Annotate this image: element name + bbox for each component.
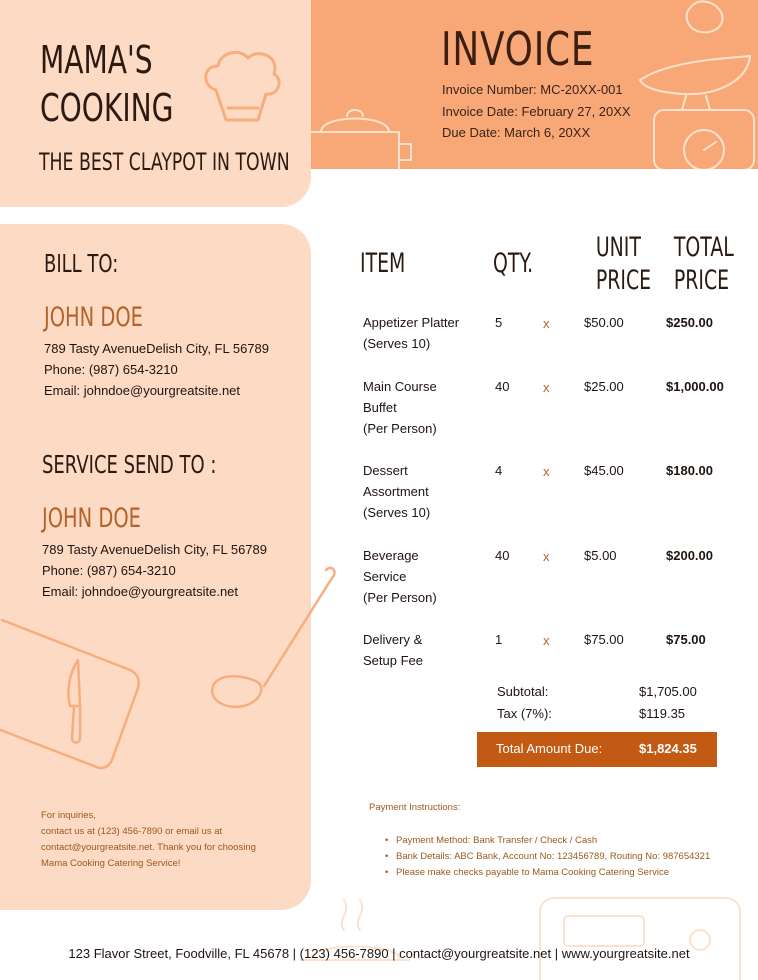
item-line-2: Buffet (363, 400, 397, 415)
item-cell (363, 629, 483, 671)
item-cell (363, 460, 483, 523)
item-line-2: Assortment (363, 484, 429, 499)
header-qty: QTY. (493, 248, 534, 279)
item-line-1: Main Course (363, 379, 437, 394)
cooking-pot-icon (311, 104, 415, 170)
due-date: Due Date: March 6, 20XX (442, 125, 591, 140)
total-price-cell: $250.00 (666, 315, 713, 330)
payable-to: • Please make checks payable to Mama Cooking Catering Service (385, 865, 710, 881)
item-line-2: (Serves 10) (363, 336, 431, 351)
steam-pot-icon (300, 890, 410, 980)
times-mark: x (543, 464, 550, 479)
item-line-3: (Per Person) (363, 421, 437, 436)
bill-to-phone: Phone: (987) 654-3210 (44, 362, 178, 377)
brand-line-2: COOKING (40, 86, 174, 130)
send-to-address: 789 Tasty AvenueDelish City, FL 56789 (42, 542, 267, 557)
item-line-3: (Serves 10) (363, 505, 431, 520)
brand-line-1: MAMA'S (40, 38, 153, 82)
total-due-label: Total Amount Due: (496, 741, 603, 756)
total-price-cell: $180.00 (666, 463, 713, 478)
header-unit-price-line-1: UNIT (595, 232, 641, 263)
item-line-2: Service (363, 569, 407, 584)
qty-cell: 40 (495, 548, 510, 563)
unit-price-cell: $25.00 (584, 379, 624, 394)
header-item: ITEM (360, 248, 406, 279)
bill-to-name: JOHN DOE (44, 302, 143, 333)
enquiry-line-3: contact@yourgreatsite.net. Thank you for choosing (41, 842, 256, 853)
payment-heading: Payment Instructions: (369, 802, 461, 813)
item-cell (363, 376, 483, 439)
payment-list (385, 833, 710, 881)
send-to-name: JOHN DOE (42, 503, 141, 534)
times-mark: x (543, 380, 550, 395)
total-due-value: $1,824.35 (639, 741, 697, 756)
qty-cell: 40 (495, 379, 510, 394)
header-total-price-line-1: TOTAL (673, 232, 734, 263)
tagline: THE BEST CLAYPOT IN TOWN (39, 148, 290, 176)
enquiry-line-1: For inquiries, (41, 810, 96, 821)
footer-contact: 123 Flavor Street, Foodville, FL 45678 | (123) 456-7890 | contact@yourgreatsite.net | www.yourgreatsite.net (68, 946, 690, 961)
brand-block (40, 36, 220, 132)
header-total-price (674, 231, 734, 297)
item-line-3: (Per Person) (363, 590, 437, 605)
send-to-phone: Phone: (987) 654-3210 (42, 563, 176, 578)
enquiry-line-2: contact us at (123) 456-7890 or email us at (41, 826, 223, 837)
header-unit-price (596, 231, 651, 297)
item-line-2: Setup Fee (363, 653, 423, 668)
enquiry-note (41, 808, 291, 872)
header-unit-price-line-2: PRICE (595, 265, 652, 296)
send-to-heading: SERVICE SEND TO : (42, 450, 217, 479)
payment-method: • Payment Method: Bank Transfer / Check / Cash (385, 833, 710, 849)
bill-to-email: Email: johndoe@yourgreatsite.net (44, 383, 241, 398)
scale-corner-icon (520, 890, 758, 980)
item-cell (363, 545, 483, 608)
times-mark: x (543, 316, 550, 331)
times-mark: x (543, 549, 550, 564)
kitchen-scale-icon (630, 0, 758, 169)
item-line-1: Dessert (363, 463, 408, 478)
qty-cell: 4 (495, 463, 503, 478)
total-price-cell: $75.00 (666, 632, 706, 647)
subtotal-label: Subtotal: (497, 684, 549, 699)
total-due-bar (477, 732, 717, 767)
tax-label: Tax (7%): (497, 706, 552, 721)
qty-cell: 1 (495, 632, 503, 647)
bank-details: • Bank Details: ABC Bank, Account No: 123456789, Routing No: 987654321 (385, 849, 710, 865)
enquiry-line-4: Mama Cooking Catering Service! (41, 858, 181, 869)
subtotal-value: $1,705.00 (639, 684, 697, 699)
item-line-1: Beverage (363, 548, 419, 563)
unit-price-cell: $45.00 (584, 463, 624, 478)
qty-cell: 5 (495, 315, 503, 330)
invoice-date: Invoice Date: February 27, 20XX (442, 104, 631, 119)
total-price-cell: $1,000.00 (666, 379, 724, 394)
send-to-email: Email: johndoe@yourgreatsite.net (42, 584, 239, 599)
unit-price-cell: $75.00 (584, 632, 624, 647)
item-line-1: Delivery & (363, 632, 423, 647)
item-cell (363, 312, 483, 354)
unit-price-cell: $5.00 (584, 548, 617, 563)
item-line-1: Appetizer Platter (363, 315, 460, 330)
unit-price-cell: $50.00 (584, 315, 624, 330)
total-price-cell: $200.00 (666, 548, 713, 563)
tax-value: $119.35 (639, 706, 686, 721)
invoice-number: Invoice Number: MC-20XX-001 (442, 82, 623, 97)
bill-to-heading: BILL TO: (44, 249, 119, 278)
bill-to-address: 789 Tasty AvenueDelish City, FL 56789 (44, 341, 269, 356)
header-total-price-line-2: PRICE (673, 265, 730, 296)
cutting-board-icon (0, 610, 150, 780)
invoice-title: INVOICE (441, 22, 595, 76)
times-mark: x (543, 633, 550, 648)
